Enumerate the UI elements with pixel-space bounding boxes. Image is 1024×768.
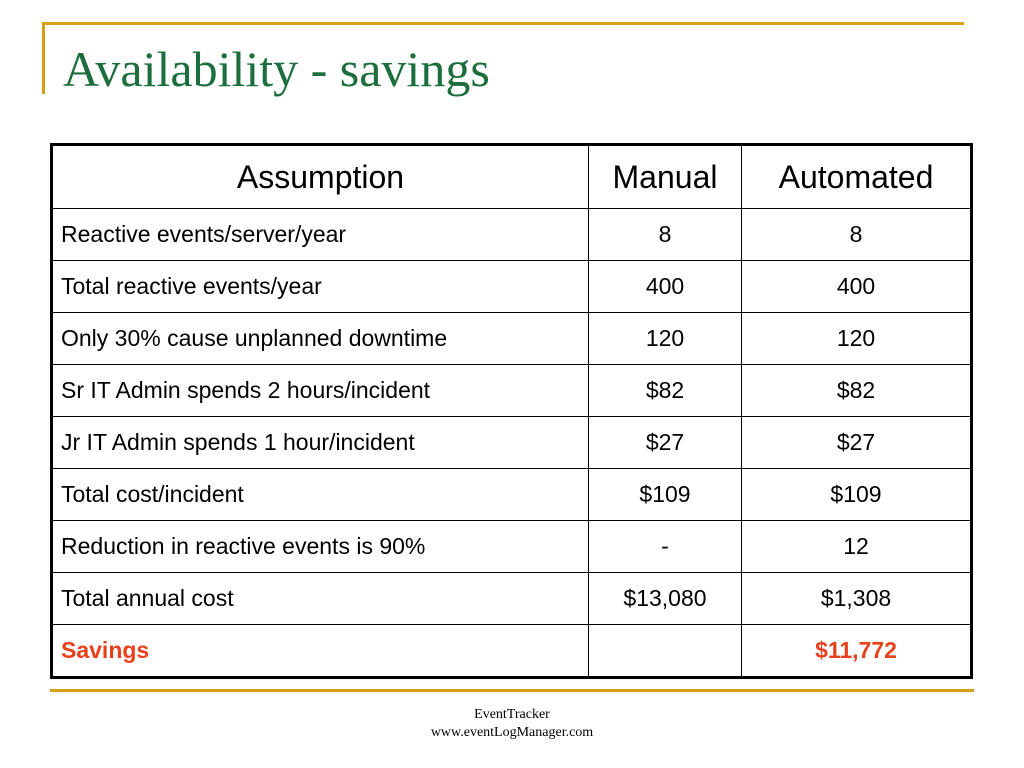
table-row (52, 521, 972, 573)
row-manual-value: $13,080 (589, 573, 742, 625)
row-assumption: Total cost/incident (52, 469, 589, 521)
header-assumption: Assumption (52, 145, 589, 209)
table-row (52, 261, 972, 313)
row-assumption: Total annual cost (52, 573, 589, 625)
row-automated-value: 120 (742, 313, 972, 365)
row-manual-value: $109 (589, 469, 742, 521)
row-automated-value: 8 (742, 209, 972, 261)
savings-table (50, 143, 973, 679)
row-automated-value: 400 (742, 261, 972, 313)
footer-url: www.eventLogManager.com (430, 725, 594, 741)
row-assumption: Reduction in reactive events is 90% (52, 521, 589, 573)
row-manual-value: $82 (589, 365, 742, 417)
footer-company: EventTracker (474, 707, 550, 722)
row-manual-value: 120 (589, 313, 742, 365)
row-manual-value: 8 (589, 209, 742, 261)
savings-table-container (50, 143, 973, 679)
table-row (52, 573, 972, 625)
row-assumption: Reactive events/server/year (52, 209, 589, 261)
row-automated-value: 12 (742, 521, 972, 573)
footer-divider-line (50, 689, 974, 692)
header-manual: Manual (589, 145, 742, 209)
slide-title: Availability - savings (63, 41, 490, 97)
row-automated-value: $27 (742, 417, 972, 469)
title-accent-top-line (42, 22, 964, 25)
row-manual-value: - (589, 521, 742, 573)
row-manual-value: 400 (589, 261, 742, 313)
row-assumption: Jr IT Admin spends 1 hour/incident (52, 417, 589, 469)
row-assumption: Only 30% cause unplanned downtime (52, 313, 589, 365)
table-header-row (52, 145, 972, 209)
row-assumption: Total reactive events/year (52, 261, 589, 313)
table-row (52, 313, 972, 365)
table-row (52, 417, 972, 469)
table-row (52, 365, 972, 417)
table-row (52, 209, 972, 261)
savings-label: Savings (52, 625, 589, 678)
row-manual-value: $27 (589, 417, 742, 469)
footer (312, 706, 712, 742)
row-automated-value: $1,308 (742, 573, 972, 625)
row-automated-value: $109 (742, 469, 972, 521)
header-automated: Automated (742, 145, 972, 209)
row-automated-value: $82 (742, 365, 972, 417)
savings-row (52, 625, 972, 678)
row-assumption: Sr IT Admin spends 2 hours/incident (52, 365, 589, 417)
title-accent-left-line (42, 22, 45, 94)
savings-automated-value: $11,772 (742, 625, 972, 678)
savings-manual-value (589, 625, 742, 678)
table-row (52, 469, 972, 521)
